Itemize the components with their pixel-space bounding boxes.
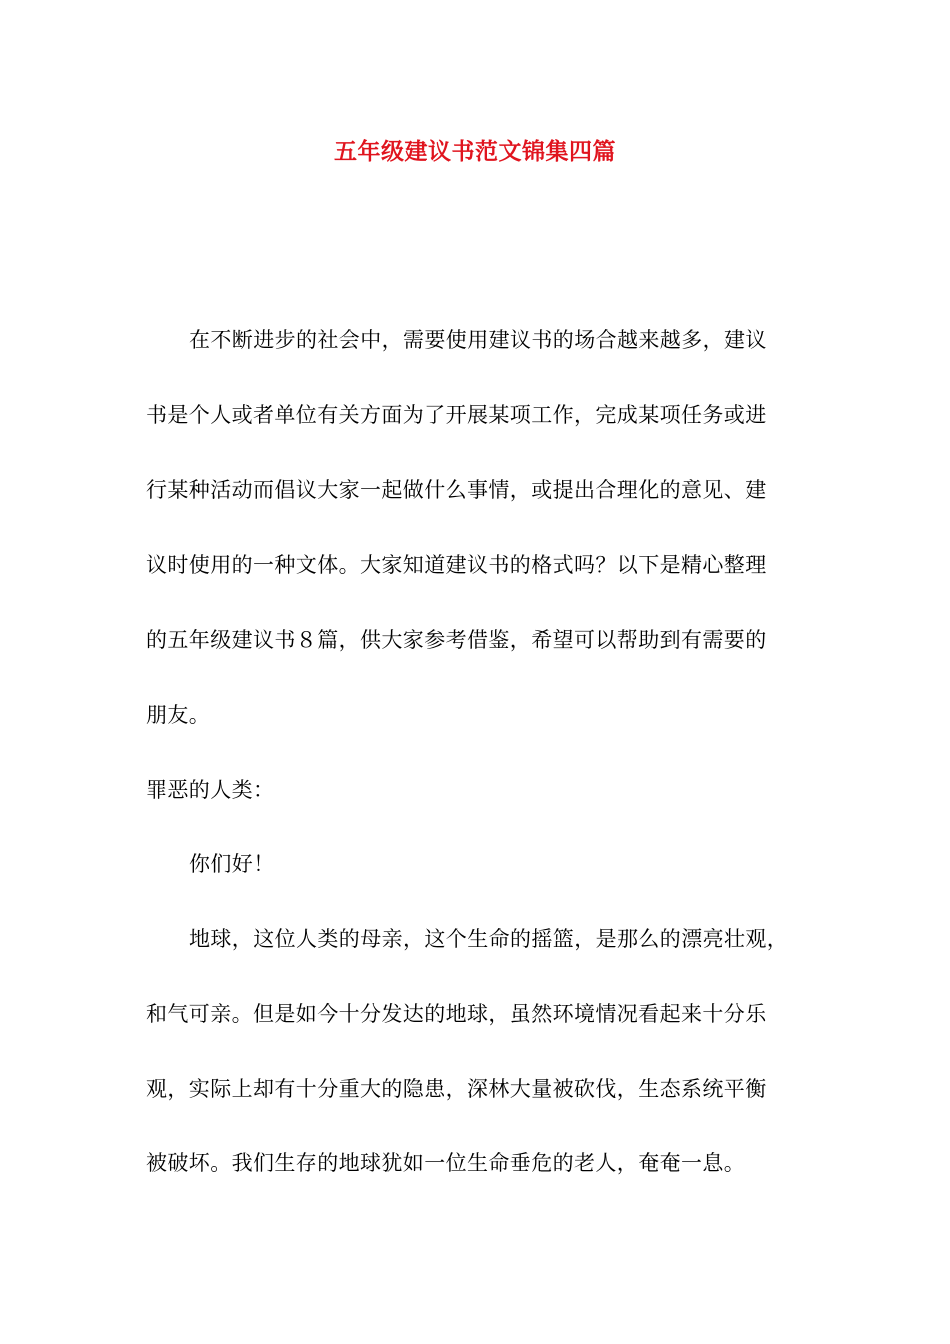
paragraph-line: 在不断进步的社会中，需要使用建议书的场合越来越多，建议 xyxy=(189,328,767,352)
salutation: 罪恶的人类： xyxy=(146,778,275,802)
paragraph-line: 朋友。 xyxy=(146,703,211,727)
greeting: 你们好！ xyxy=(189,852,275,876)
paragraph-line: 行某种活动而倡议大家一起做什么事情，或提出合理化的意见、建 xyxy=(146,478,767,502)
paragraph-line: 的五年级建议书８篇，供大家参考借鉴，希望可以帮助到有需要的 xyxy=(146,628,767,652)
paragraph-line: 被破坏。我们生存的地球犹如一位生命垂危的老人，奄奄一息。 xyxy=(146,1151,746,1175)
paragraph-line: 书是个人或者单位有关方面为了开展某项工作，完成某项任务或进 xyxy=(146,403,767,427)
document-title: 五年级建议书范文锦集四篇 xyxy=(334,138,616,165)
paragraph-line: 观，实际上却有十分重大的隐患，深林大量被砍伐，生态系统平衡 xyxy=(146,1077,767,1101)
paragraph-line: 地球，这位人类的母亲，这个生命的摇篮，是那么的漂亮壮观， xyxy=(189,927,789,951)
paragraph-line: 议时使用的一种文体。大家知道建议书的格式吗？以下是精心整理 xyxy=(146,553,767,577)
paragraph-line: 和气可亲。但是如今十分发达的地球，虽然环境情况看起来十分乐 xyxy=(146,1002,767,1026)
